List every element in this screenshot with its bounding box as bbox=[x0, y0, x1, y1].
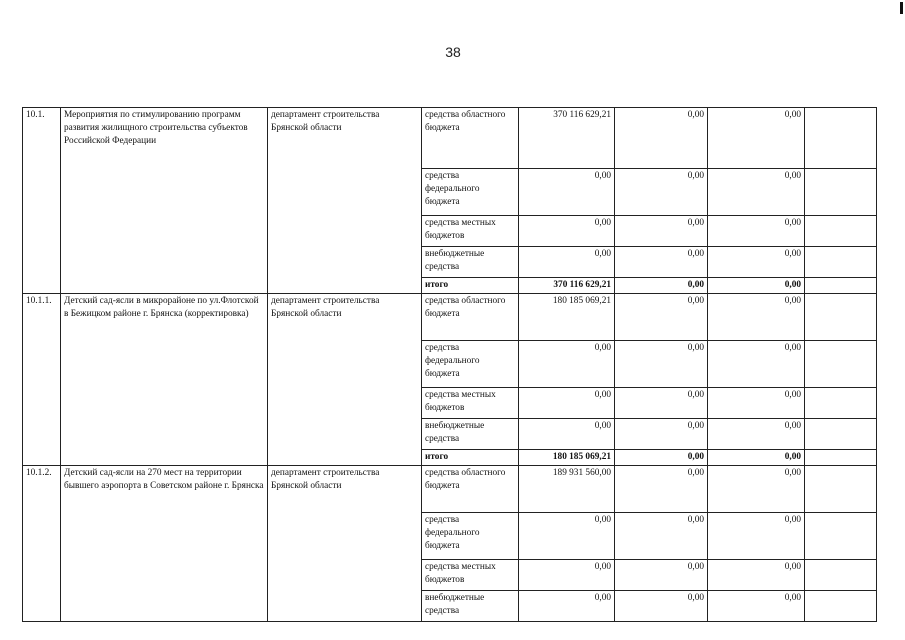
funding-source: средства местных бюджетов bbox=[422, 216, 519, 247]
amount-1: 0,00 bbox=[519, 419, 615, 450]
amount-2: 0,00 bbox=[615, 513, 708, 560]
amount-2: 0,00 bbox=[615, 466, 708, 513]
empty-cell bbox=[805, 388, 877, 419]
item-name: Детский сад-ясли на 270 мест на территории бывшего аэропорта в Советском районе г. Брянска bbox=[61, 466, 268, 622]
amount-1: 189 931 560,00 bbox=[519, 466, 615, 513]
amount-1: 0,00 bbox=[519, 513, 615, 560]
item-code: 10.1.2. bbox=[23, 466, 61, 622]
funding-source: средства федерального бюджета bbox=[422, 513, 519, 560]
amount-2: 0,00 bbox=[615, 294, 708, 341]
amount-1: 0,00 bbox=[519, 341, 615, 388]
amount-2: 0,00 bbox=[615, 450, 708, 466]
funding-source: средства областного бюджета bbox=[422, 108, 519, 169]
amount-3: 0,00 bbox=[708, 108, 805, 169]
amount-2: 0,00 bbox=[615, 388, 708, 419]
funding-source: средства местных бюджетов bbox=[422, 560, 519, 591]
amount-2: 0,00 bbox=[615, 247, 708, 278]
empty-cell bbox=[805, 419, 877, 450]
empty-cell bbox=[805, 341, 877, 388]
amount-1: 0,00 bbox=[519, 560, 615, 591]
empty-cell bbox=[805, 450, 877, 466]
empty-cell bbox=[805, 216, 877, 247]
amount-2: 0,00 bbox=[615, 216, 708, 247]
funding-source-total: итого bbox=[422, 278, 519, 294]
amount-3: 0,00 bbox=[708, 341, 805, 388]
amount-3: 0,00 bbox=[708, 216, 805, 247]
amount-3: 0,00 bbox=[708, 247, 805, 278]
scan-edge-mark bbox=[900, 2, 903, 14]
amount-3: 0,00 bbox=[708, 169, 805, 216]
empty-cell bbox=[805, 294, 877, 341]
amount-2: 0,00 bbox=[615, 560, 708, 591]
amount-1: 0,00 bbox=[519, 388, 615, 419]
funding-source: средства местных бюджетов bbox=[422, 388, 519, 419]
funding-source: средства областного бюджета bbox=[422, 466, 519, 513]
page-number: 38 bbox=[445, 44, 461, 60]
amount-1: 180 185 069,21 bbox=[519, 450, 615, 466]
amount-1: 0,00 bbox=[519, 247, 615, 278]
amount-1: 0,00 bbox=[519, 216, 615, 247]
funding-source: средства федерального бюджета bbox=[422, 341, 519, 388]
amount-3: 0,00 bbox=[708, 294, 805, 341]
funding-source: внебюджетные средства bbox=[422, 591, 519, 622]
amount-1: 180 185 069,21 bbox=[519, 294, 615, 341]
empty-cell bbox=[805, 513, 877, 560]
amount-1: 370 116 629,21 bbox=[519, 278, 615, 294]
empty-cell bbox=[805, 108, 877, 169]
amount-1: 0,00 bbox=[519, 591, 615, 622]
funding-source: средства федерального бюджета bbox=[422, 169, 519, 216]
empty-cell bbox=[805, 466, 877, 513]
item-name: Мероприятия по стимулированию программ развития жилищного строительства субъектов Российской Федерации bbox=[61, 108, 268, 294]
amount-2: 0,00 bbox=[615, 341, 708, 388]
empty-cell bbox=[805, 169, 877, 216]
funding-source: внебюджетные средства bbox=[422, 247, 519, 278]
amount-3: 0,00 bbox=[708, 513, 805, 560]
funding-source: внебюджетные средства bbox=[422, 419, 519, 450]
amount-3: 0,00 bbox=[708, 591, 805, 622]
amount-2: 0,00 bbox=[615, 419, 708, 450]
empty-cell bbox=[805, 247, 877, 278]
amount-2: 0,00 bbox=[615, 591, 708, 622]
amount-3: 0,00 bbox=[708, 419, 805, 450]
table-row bbox=[23, 466, 877, 513]
amount-3: 0,00 bbox=[708, 466, 805, 513]
empty-cell bbox=[805, 591, 877, 622]
table-row bbox=[23, 294, 877, 341]
table-row bbox=[23, 108, 877, 169]
amount-3: 0,00 bbox=[708, 560, 805, 591]
amount-1: 370 116 629,21 bbox=[519, 108, 615, 169]
amount-2: 0,00 bbox=[615, 169, 708, 216]
funding-source-total: итого bbox=[422, 450, 519, 466]
item-code: 10.1.1. bbox=[23, 294, 61, 466]
amount-3: 0,00 bbox=[708, 388, 805, 419]
item-executor: департамент строительства Брянской области bbox=[268, 108, 422, 294]
amount-1: 0,00 bbox=[519, 169, 615, 216]
item-executor: департамент строительства Брянской области bbox=[268, 466, 422, 622]
amount-3: 0,00 bbox=[708, 278, 805, 294]
funding-source: средства областного бюджета bbox=[422, 294, 519, 341]
item-name: Детский сад-ясли в микрорайоне по ул.Флотской в Бежицком районе г. Брянска (корректировка) bbox=[61, 294, 268, 466]
item-code: 10.1. bbox=[23, 108, 61, 294]
budget-table bbox=[22, 107, 877, 622]
amount-2: 0,00 bbox=[615, 278, 708, 294]
empty-cell bbox=[805, 278, 877, 294]
empty-cell bbox=[805, 560, 877, 591]
item-executor: департамент строительства Брянской области bbox=[268, 294, 422, 466]
amount-3: 0,00 bbox=[708, 450, 805, 466]
amount-2: 0,00 bbox=[615, 108, 708, 169]
